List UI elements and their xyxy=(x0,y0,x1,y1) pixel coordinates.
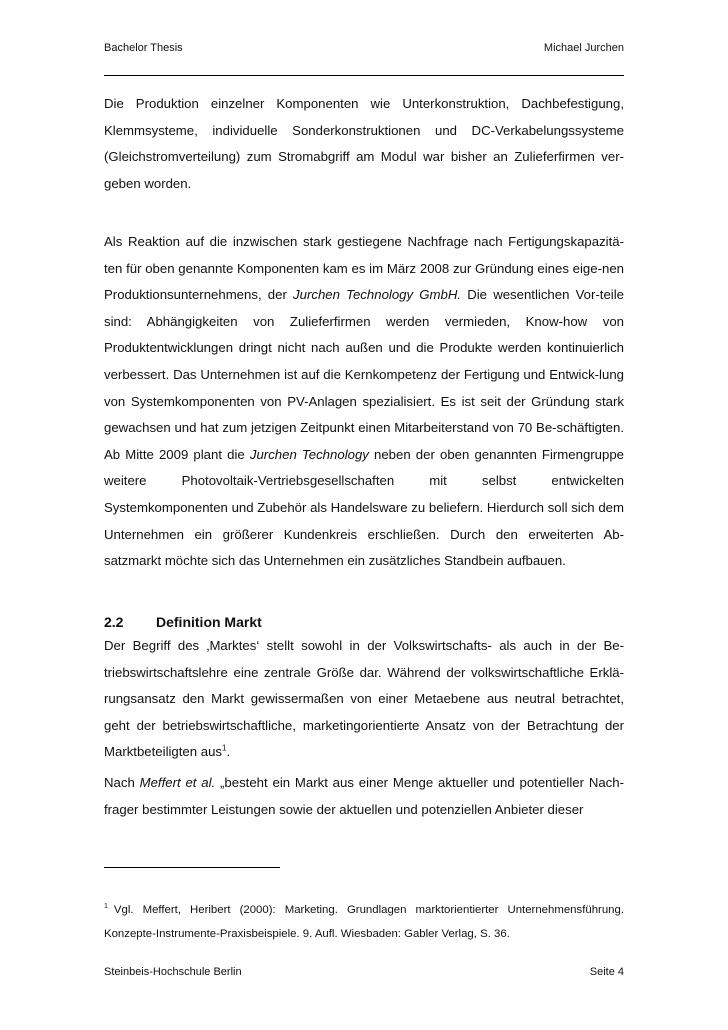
section-title: Definition Markt xyxy=(156,614,262,630)
paragraph-text: Als Reaktion auf die inzwischen stark gestiegene Nachfrage nach Fertigungskapazitä-ten für oben genannte Komponenten kam es im März 2008 zur Gründung eines eige-nen Produktionsunternehmens, der xyxy=(104,234,624,303)
page-number: Seite 4 xyxy=(589,966,624,978)
paragraph-text: „besteht ein Markt aus einer Menge aktueller und potentieller Nach-frager bestimmter Leistungen sowie der aktuellen und potenziellen Anbieter dieser xyxy=(104,775,624,817)
paragraph-market-definition xyxy=(104,633,624,766)
paragraph-end: . xyxy=(226,744,231,760)
header-author: Michael Jurchen xyxy=(543,42,624,54)
company-name-italic: Jurchen Technology GmbH. xyxy=(293,287,462,303)
section-number: 2.2 xyxy=(104,614,124,630)
footnote xyxy=(104,898,624,946)
footnote-marker: 1 xyxy=(104,903,108,911)
paragraph-meffert-quote xyxy=(104,770,624,823)
page-header xyxy=(104,41,624,55)
author-italic: Meffert et al. xyxy=(139,775,216,790)
footnote-reference[interactable]: 1 xyxy=(222,743,227,753)
paragraph-text: Die wesentlichen Vor-teile sind: Abhängigkeiten von Zulieferfirmen werden vermieden, Know-how von Produktentwicklungen dringt nicht nach außen und die Produkte werden kontinuierlich verbessert. Das Unternehmen ist auf die Kernkompetenz der Fertigung und Entwick-lung von Systemkomponenten von PV-Anlagen spezialisiert. Es ist seit der Gründung stark gewachsen und hat zum jetzigen Zeitpunkt einen Mitarbeiterstand von 70 Be-schäftigten. Ab Mitte 2009 plant die xyxy=(104,287,624,462)
section-heading xyxy=(104,609,262,635)
paragraph-text: Nach xyxy=(104,775,140,790)
document-page xyxy=(104,0,624,1030)
paragraph-jurchen-technology xyxy=(104,229,624,575)
paragraph-text: neben der oben genannten Firmengruppe weitere Photovoltaik-Vertriebsgesellschaften mit selbst entwickelten Systemkomponenten und Zubehör als Handelsware zu beliefern. Hierdurch soll sich dem Unternehmen ein größerer Kundenkreis erschließen. Durch den erweiterten Ab-satzmarkt möchte sich das Unternehmen ein zusätzliches Standbein aufbauen. xyxy=(104,446,625,569)
footer-institution: Steinbeis-Hochschule Berlin xyxy=(104,966,242,978)
header-divider xyxy=(104,75,624,76)
page-footer xyxy=(104,965,624,979)
footnote-text: Vgl. Meffert, Heribert (2000): Marketing. Grundlagen marktorientierter Unternehmensführung. Konzepte-Instrumente-Praxisbeispiele. 9. Aufl. Wiesbaden: Gabler Verlag, S. 36. xyxy=(104,904,624,940)
paragraph-production: Die Produktion einzelner Komponenten wie Unterkonstruktion, Dachbefestigung, Klemmsysteme, individuelle Sonderkonstruktionen und DC-Verkabelungssysteme (Gleichstromverteilung) zum Stromabgriff am Modul war bisher an Zulieferfirmen ver-geben worden. xyxy=(104,96,624,191)
footnote-divider xyxy=(104,867,280,868)
paragraph-text: Der Begriff des ‚Marktes‘ stellt sowohl in der Volkswirtschafts- als auch in der Be-triebswirtschaftslehre eine zentrale Größe dar. Während der volkswirtschaftliche Erklä-rungsansatz den Markt gewissermaßen von einer Metaebene aus neutral betrachtet, geht der betriebswirtschaftliche, marketingorientierte Ansatz von der Betrachtung der Marktbeteiligten aus xyxy=(104,638,624,760)
header-thesis-type: Bachelor Thesis xyxy=(104,42,183,54)
company-name-italic: Jurchen Technology xyxy=(249,446,369,462)
